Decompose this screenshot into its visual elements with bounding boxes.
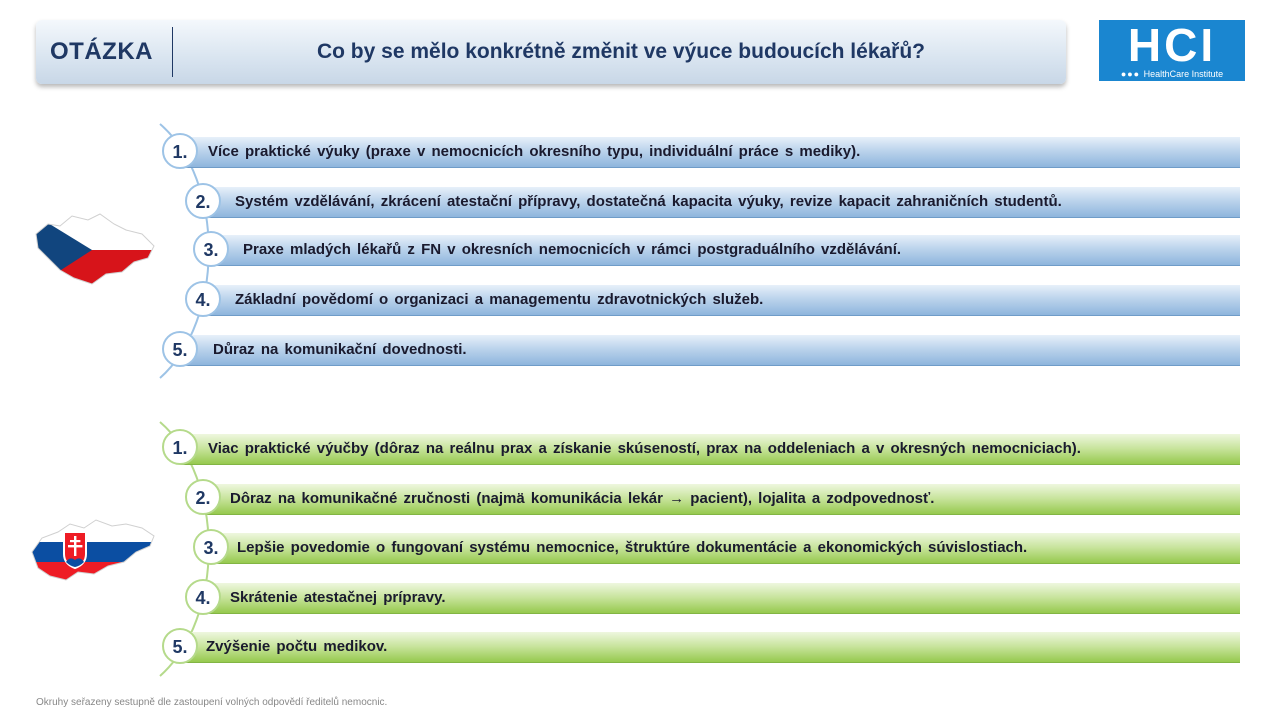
sk-item-5-number: 5. (162, 628, 198, 664)
footnote: Okruhy seřazeny sestupně dle zastoupení volných odpovědí ředitelů nemocnic. (36, 697, 388, 708)
sk-item-4-number: 4. (185, 579, 221, 615)
cz-item-5-text: Důraz na komunikační dovednosti. (213, 341, 467, 358)
sk-item-4 (230, 583, 1240, 613)
slovak-flag-map (28, 518, 158, 584)
header-divider (172, 27, 173, 77)
logo-dots-icon: ●●● (1120, 69, 1144, 79)
cz-item-3 (243, 235, 1240, 265)
czech-flag-map (30, 212, 158, 286)
logo-subtitle: ●●● HealthCare Institute (1120, 69, 1224, 79)
sk-item-5 (206, 632, 1240, 662)
sk-item-1-number: 1. (162, 429, 198, 465)
sk-item-4-text: Skrátenie atestačnej prípravy. (230, 589, 446, 606)
sk-item-2 (230, 484, 1240, 514)
sk-item-1 (208, 434, 1240, 464)
sk-item-3-number: 3. (193, 529, 229, 565)
question-header (36, 20, 1066, 84)
cz-item-5-number: 5. (162, 331, 198, 367)
sk-item-3 (237, 533, 1240, 563)
cz-item-2 (235, 187, 1240, 217)
cz-item-5 (213, 335, 1240, 365)
cz-item-3-text: Praxe mladých lékařů z FN v okresních nemocnicích v rámci postgraduálního vzdělávání. (243, 241, 902, 258)
sk-item-1-text: Viac praktické výučby (dôraz na reálnu prax a získanie skúseností, prax na oddeleniach a v okresných nemocniciach). (208, 440, 1081, 457)
logo-text: HCI (1127, 19, 1217, 71)
question-text: Co by se mělo konkrétně změnit ve výuce budoucích lékařů? (316, 40, 925, 63)
hci-logo (1099, 20, 1245, 81)
slovak-coat-of-arms-icon (64, 532, 86, 568)
cz-item-2-text: Systém vzdělávání, zkrácení atestační přípravy, dostatečná kapacita výuky, revize kapacit zahraničních studentů. (235, 193, 1062, 210)
cz-item-4-number: 4. (185, 281, 221, 317)
sk-item-5-text: Zvýšenie počtu medikov. (206, 638, 388, 655)
question-label: OTÁZKA (50, 38, 153, 65)
cz-item-2-number: 2. (185, 183, 221, 219)
cz-item-1-text: Více praktické výuky (praxe v nemocnicích okresního typu, individuální práce s mediky). (208, 143, 861, 160)
cz-item-1 (208, 137, 1240, 167)
cz-item-4 (235, 285, 1240, 315)
cz-item-4-text: Základní povědomí o organizaci a managementu zdravotnických služeb. (235, 291, 764, 308)
sk-item-2-number: 2. (185, 479, 221, 515)
cz-item-3-number: 3. (193, 231, 229, 267)
sk-item-3-text: Lepšie povedomie o fungovaní systému nemocnice, štruktúre dokumentácie a ekonomických súvislostiach. (237, 539, 1028, 556)
sk-item-2-text: Dôraz na komunikačné zručnosti (najmä komunikácia lekár → pacient), lojalita a zodpovednosť. (230, 490, 935, 507)
cz-item-1-number: 1. (162, 133, 198, 169)
